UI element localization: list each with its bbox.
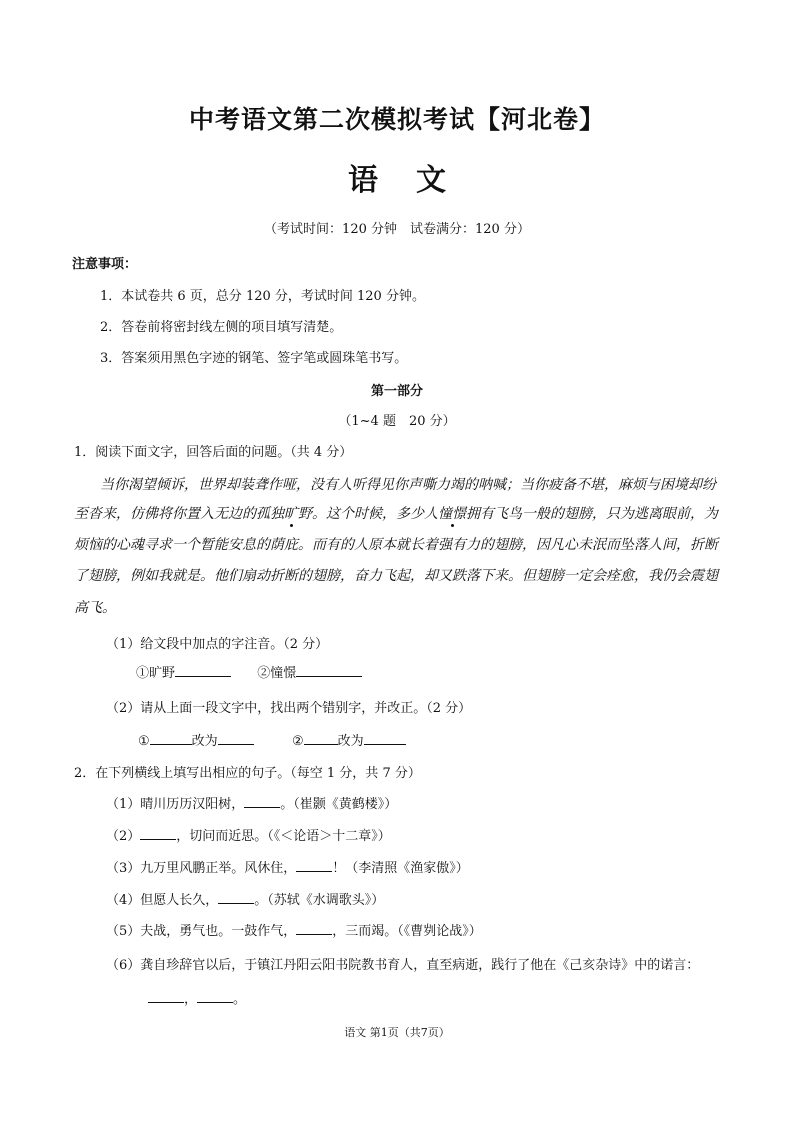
question-2-item [106, 889, 384, 908]
answer-blank[interactable] [304, 732, 338, 745]
part-range: （1~4 题 20 分） [338, 414, 456, 429]
answer-label: 。 [233, 992, 247, 1007]
question-2-item [106, 920, 482, 939]
item-text: 。（崔颢《黄鹤楼》） [280, 797, 398, 812]
question-2-item [106, 793, 397, 812]
answer-label: ① [138, 734, 150, 749]
passage-text: 拥有飞鸟一般的翅膀，只为逃离眼前，为 [466, 506, 718, 522]
notice-item: 2．答卷前将密封线左侧的项目填写清楚。 [100, 320, 343, 335]
item-text: 。（苏轼《水调歌头》） [254, 893, 385, 908]
passage-line: 烦恼的心魂寻求一个暂能安息的荫庇。而有的人原本就长着强有力的翅膀，因凡心未泯而坠落人间，折断 [74, 537, 718, 553]
page-footer: 语文 第1页（共7页） [344, 1026, 450, 1039]
question-2-item: （6）龚自珍辞官以后，于镇江丹阳云阳书院教书育人，直至病逝，践行了他在《己亥杂诗》中的诺言： [106, 958, 700, 973]
passage-line [74, 503, 724, 523]
part-title: 第一部分 [370, 384, 423, 399]
question-2-item [106, 857, 469, 876]
answer-line [136, 662, 362, 681]
notice-item: 1．本试卷共 6 页，总分 120 分，考试时间 120 分钟。 [100, 289, 425, 304]
dotted-char: 旷 [284, 506, 298, 522]
item-text: ！（李清照《渔家傲》） [332, 861, 469, 876]
question-1-sub1: （1）给文段中加点的字注音。（2 分） [106, 637, 329, 652]
answer-label: ， [184, 992, 198, 1007]
exam-info: （考试时间：120 分钟 试卷满分：120 分） [264, 222, 530, 237]
question-2-item [106, 825, 391, 844]
item-text: ，三而竭。（《曹刿论战》） [332, 924, 482, 939]
notice-heading: 注意事项： [72, 257, 138, 272]
answer-blank[interactable] [364, 732, 406, 745]
answer-label: ②憧憬 [257, 666, 297, 681]
answer-blank[interactable] [244, 795, 280, 808]
passage-line: 了翅膀，例如我就是。他们扇动折断的翅膀，奋力飞起，却又跌落下来。但翅膀一定会痊愈，我仍会震翅 [74, 568, 718, 584]
answer-blank[interactable] [296, 859, 332, 872]
item-text: ，切问而近思。（《＜论语＞十二章》） [176, 829, 391, 844]
item-text: （2） [106, 829, 141, 844]
passage-text: 野。这个时候，多少人 [298, 506, 438, 522]
item-text: （1）晴川历历汉阳树， [106, 797, 245, 812]
answer-line [148, 988, 246, 1007]
answer-blank[interactable] [175, 664, 231, 677]
subject-heading: 语文 [348, 163, 484, 198]
question-1-sub2: （2）请从上面一段文字中，找出两个错别字，并改正。（2 分） [106, 701, 472, 716]
passage-text: 至沓来，仿佛将你置入无边的孤独 [74, 506, 284, 522]
answer-blank[interactable] [148, 990, 184, 1003]
notice-item: 3．答案须用黑色字迹的钢笔、签字笔或圆珠笔书写。 [100, 351, 408, 366]
answer-line [138, 730, 406, 749]
answer-blank[interactable] [150, 732, 192, 745]
answer-blank[interactable] [218, 732, 254, 745]
answer-label: ② [291, 734, 304, 749]
item-text: （3）九万里风鹏正举。风休住， [106, 861, 297, 876]
answer-blank[interactable] [296, 664, 362, 677]
answer-blank[interactable] [218, 891, 254, 904]
passage-line: 当你渴望倾诉，世界却装聋作哑，没有人听得见你声嘶力竭的呐喊；当你疲备不堪，麻烦与困境却纷 [100, 477, 716, 493]
exam-title: 中考语文第二次模拟考试【河北卷】 [188, 105, 605, 134]
passage-line: 高飞。 [74, 600, 116, 616]
answer-label: 改为 [337, 734, 364, 749]
answer-label: ①旷野 [136, 666, 176, 681]
question-2-stem: 2．在下列横线上填写出相应的句子。（每空 1 分，共 7 分） [74, 766, 421, 781]
answer-blank[interactable] [197, 990, 233, 1003]
question-1-stem: 1．阅读下面文字，回答后面的问题。（共 4 分） [74, 445, 353, 460]
answer-label: 改为 [191, 734, 218, 749]
answer-blank[interactable] [296, 922, 332, 935]
item-text: （5）夫战，勇气也。一鼓作气， [106, 924, 297, 939]
dotted-chars: 憧憬 [438, 506, 466, 522]
answer-blank[interactable] [140, 827, 176, 840]
item-text: （4）但愿人长久， [106, 893, 219, 908]
